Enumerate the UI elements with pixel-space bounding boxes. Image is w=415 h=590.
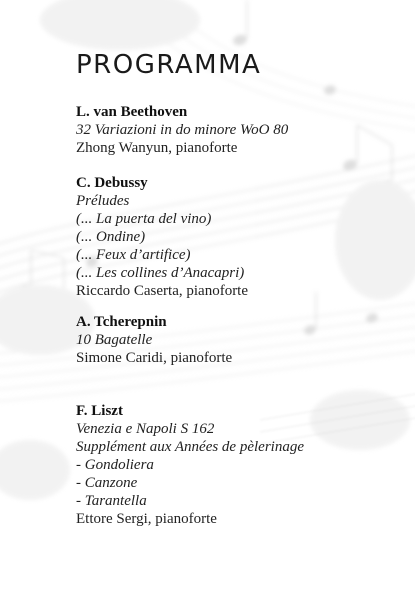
work-title: 10 Bagatelle [76,332,153,348]
work-movement: - Canzone [76,475,138,491]
work-movement: - Tarantella [76,493,147,509]
program-item [76,313,396,367]
performer-name: Zhong Wanyun, pianoforte [76,140,238,156]
work-subtitle: Supplément aux Années de pèlerinage [76,439,304,455]
performer-name: Simone Caridi, pianoforte [76,350,233,366]
composer-name: F. Liszt [76,403,123,419]
composer-name: A. Tcherepnin [76,314,167,330]
program-item [76,402,396,528]
performer-name: Ettore Sergi, pianoforte [76,511,217,527]
work-title: Préludes [76,193,130,209]
work-movement: (... Feux d’artifice) [76,247,191,263]
composer-name: L. van Beethoven [76,104,188,120]
work-movement: (... La puerta del vino) [76,211,212,227]
composer-name: C. Debussy [76,175,148,191]
page-title: PROGRAMMA [76,50,262,80]
program-item [76,103,396,157]
work-movement: (... Les collines d’Anacapri) [76,265,245,281]
program-item [76,174,396,300]
work-movement: (... Ondine) [76,229,146,245]
work-title: 32 Variazioni in do minore WoO 80 [76,122,289,138]
work-title: Venezia e Napoli S 162 [76,421,215,437]
performer-name: Riccardo Caserta, pianoforte [76,283,249,299]
work-movement: - Gondoliera [76,457,154,473]
